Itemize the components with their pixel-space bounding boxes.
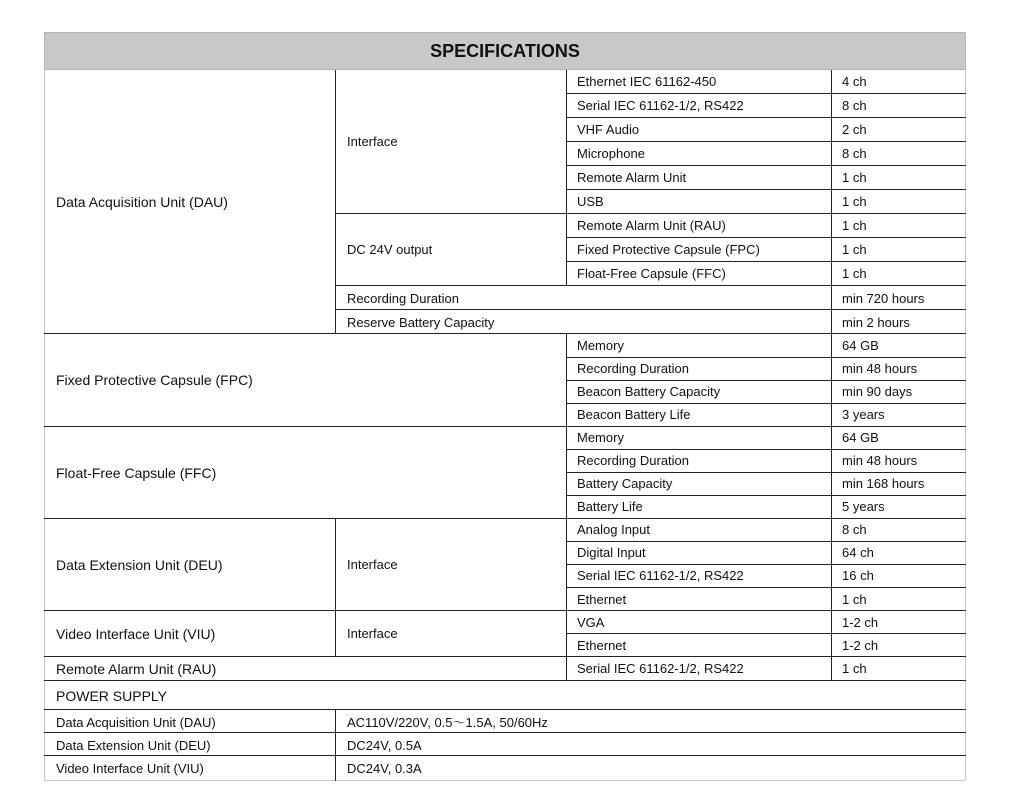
rule	[44, 732, 966, 733]
power-value: DC24V, 0.5A	[347, 738, 422, 753]
fpc-item: Beacon Battery Capacity	[577, 384, 721, 399]
viu-item: Ethernet	[577, 638, 627, 653]
viu-item: VGA	[577, 615, 605, 630]
dau-interface-value: 4 ch	[842, 74, 867, 89]
rule	[566, 403, 966, 404]
ffc-item: Memory	[577, 430, 624, 445]
viu-value: 1-2 ch	[842, 615, 879, 630]
rule	[566, 261, 966, 262]
dau-interface-label: Interface	[347, 134, 398, 149]
dau-interface-value: 8 ch	[842, 146, 867, 161]
ffc-unit-label: Float-Free Capsule (FFC)	[56, 465, 217, 481]
rule	[44, 610, 966, 611]
rau-value: 1 ch	[842, 661, 867, 676]
viu-unit-label: Video Interface Unit (VIU)	[56, 626, 216, 642]
rule	[44, 426, 966, 427]
rule	[566, 587, 966, 588]
rule	[566, 357, 966, 358]
dau-interface-value: 8 ch	[842, 98, 867, 113]
rule	[566, 541, 966, 542]
ffc-value: min 48 hours	[842, 453, 918, 468]
fpc-value: min 90 days	[842, 384, 913, 399]
dau-recording-value: min 720 hours	[842, 291, 925, 306]
dau-dc-output-label: DC 24V output	[347, 242, 433, 257]
deu-value: 8 ch	[842, 522, 867, 537]
rule	[566, 141, 966, 142]
rule	[566, 70, 567, 285]
power-value: AC110V/220V, 0.5～1.5A, 50/60Hz	[347, 715, 548, 730]
power-unit: Data Extension Unit (DEU)	[56, 738, 211, 753]
ffc-value: 64 GB	[842, 430, 879, 445]
rule	[566, 237, 966, 238]
fpc-item: Recording Duration	[577, 361, 690, 376]
fpc-item: Beacon Battery Life	[577, 407, 691, 422]
rule	[44, 680, 966, 681]
rule	[566, 472, 966, 473]
dau-dc-item: Float-Free Capsule (FFC)	[577, 266, 726, 281]
rule	[566, 380, 966, 381]
rule	[44, 656, 966, 657]
dau-dc-item: Remote Alarm Unit (RAU)	[577, 218, 726, 233]
dau-interface-item: Ethernet IEC 61162-450	[577, 74, 717, 89]
deu-item: Analog Input	[577, 522, 651, 537]
rau-unit-label: Remote Alarm Unit (RAU)	[56, 661, 217, 677]
ffc-value: 5 years	[842, 499, 885, 514]
dau-interface-item: VHF Audio	[577, 122, 640, 137]
fpc-item: Memory	[577, 338, 624, 353]
dau-recording-label: Recording Duration	[347, 291, 460, 306]
dau-dc-value: 1 ch	[842, 242, 867, 257]
fpc-value: 64 GB	[842, 338, 879, 353]
rule	[335, 70, 336, 333]
rule	[335, 213, 966, 214]
dau-battery-value: min 2 hours	[842, 315, 910, 330]
fpc-value: 3 years	[842, 407, 885, 422]
ffc-item: Recording Duration	[577, 453, 690, 468]
deu-value: 64 ch	[842, 545, 874, 560]
rule	[335, 285, 966, 286]
dau-interface-value: 1 ch	[842, 170, 867, 185]
dau-dc-value: 1 ch	[842, 218, 867, 233]
rule	[44, 709, 966, 710]
rule	[44, 755, 966, 756]
dau-interface-item: Microphone	[577, 146, 645, 161]
deu-unit-label: Data Extension Unit (DEU)	[56, 557, 223, 573]
rule	[566, 93, 966, 94]
fpc-value: min 48 hours	[842, 361, 918, 376]
rule	[335, 518, 336, 656]
rule	[44, 333, 966, 334]
ffc-item: Battery Capacity	[577, 476, 673, 491]
dau-interface-item: Serial IEC 61162-1/2, RS422	[577, 98, 744, 113]
dau-dc-value: 1 ch	[842, 266, 867, 281]
deu-value: 16 ch	[842, 568, 874, 583]
dau-interface-value: 1 ch	[842, 194, 867, 209]
power-unit: Video Interface Unit (VIU)	[56, 761, 204, 776]
rule	[566, 633, 966, 634]
ffc-value: min 168 hours	[842, 476, 925, 491]
rau-item: Serial IEC 61162-1/2, RS422	[577, 661, 744, 676]
rule	[566, 449, 966, 450]
deu-interface-label: Interface	[347, 557, 398, 572]
rule	[566, 165, 966, 166]
viu-interface-label: Interface	[347, 626, 398, 641]
dau-interface-item: Remote Alarm Unit	[577, 170, 687, 185]
rule	[566, 189, 966, 190]
rule	[335, 309, 966, 310]
dau-unit-label: Data Acquisition Unit (DAU)	[56, 194, 228, 210]
rule	[566, 117, 966, 118]
power-value: DC24V, 0.3A	[347, 761, 422, 776]
deu-item: Ethernet	[577, 592, 627, 607]
power-unit: Data Acquisition Unit (DAU)	[56, 715, 216, 730]
specifications-table	[44, 32, 966, 781]
rule	[566, 495, 966, 496]
dau-interface-value: 2 ch	[842, 122, 867, 137]
deu-value: 1 ch	[842, 592, 867, 607]
deu-item: Serial IEC 61162-1/2, RS422	[577, 568, 744, 583]
rule	[44, 518, 966, 519]
rule	[566, 564, 966, 565]
ffc-item: Battery Life	[577, 499, 643, 514]
dau-battery-label: Reserve Battery Capacity	[347, 315, 495, 330]
rule	[335, 709, 336, 781]
dau-dc-item: Fixed Protective Capsule (FPC)	[577, 242, 760, 257]
rule	[831, 70, 832, 680]
table-title: SPECIFICATIONS	[44, 32, 966, 70]
fpc-unit-label: Fixed Protective Capsule (FPC)	[56, 372, 253, 388]
viu-value: 1-2 ch	[842, 638, 879, 653]
rule	[566, 333, 567, 680]
dau-interface-item: USB	[577, 194, 604, 209]
deu-item: Digital Input	[577, 545, 646, 560]
power-supply-heading: POWER SUPPLY	[56, 688, 167, 704]
table-bottom-edge	[44, 780, 966, 781]
